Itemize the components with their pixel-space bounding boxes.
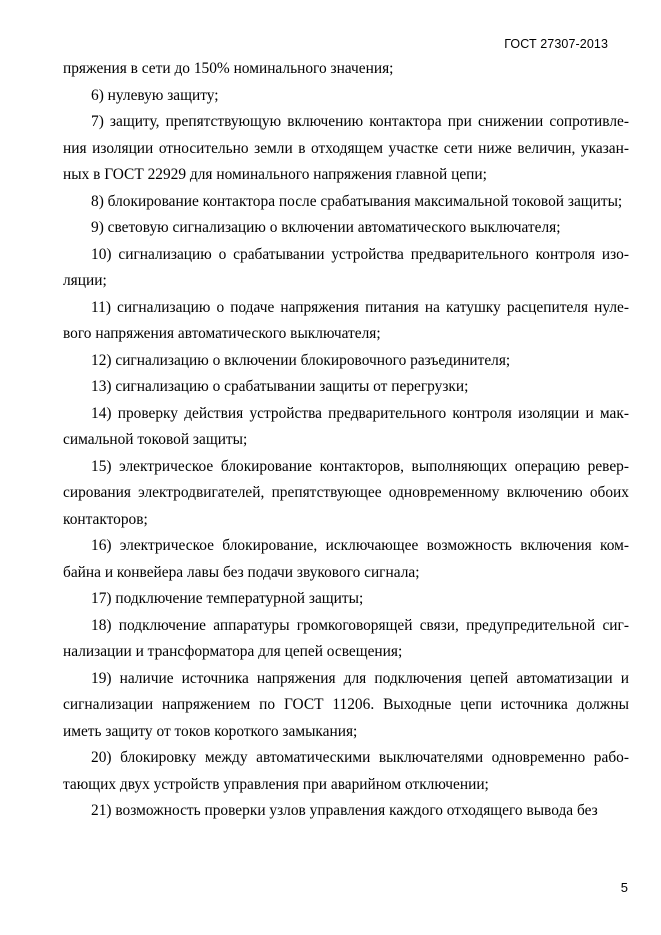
list-item-13: 13) сигнализацию о срабатывании защиты от перегрузки; xyxy=(91,378,469,395)
list-item-16: 16) электрическое блокирование, исключающее возможность включения комбайна и конвейера лавы без подачи звукового сигнала; xyxy=(63,537,629,581)
paragraph-continuation: пряжения в сети до 150% номинального значения; xyxy=(63,60,394,77)
document-body xyxy=(63,56,629,825)
list-item-19: 19) наличие источника напряжения для подключения цепей автоматизации и сигнализации напряжением по ГОСТ 11206. Выходные цепи источника должны иметь защиту от токов короткого замыкания; xyxy=(63,669,629,740)
list-item-18: 18) подключение аппаратуры громкоговорящей связи, предупредительной сигнализации и трансформатора для цепей освещения; xyxy=(63,616,629,660)
list-item-17: 17) подключение температурной защиты; xyxy=(91,590,364,607)
standard-code: ГОСТ 27307-2013 xyxy=(504,37,608,51)
list-item-8: 8) блокирование контактора после срабатывания максимальной токовой защиты; xyxy=(91,192,623,210)
list-item-20: 20) блокировку между автоматическими выключателями одновременно работающих двух устройств управления при аварийном отключении; xyxy=(63,749,629,793)
list-item-12: 12) сигнализацию о включении блокировочного разъединителя; xyxy=(91,351,511,369)
list-item-14: 14) проверку действия устройства предварительного контроля изоляции и максимальной токовой защиты; xyxy=(63,404,629,448)
list-item-7: 7) защиту, препятствующую включению контактора при снижении сопротивления изоляции относительно земли в отходящем участке сети ниже величин, указанных в ГОСТ 22929 для номинального напряжения главной цепи; xyxy=(63,113,629,183)
page-number xyxy=(621,880,628,895)
page-number-value: 5 xyxy=(620,880,628,895)
list-item-15: 15) электрическое блокирование контакторов, выполняющих операцию реверсирования электродвигателей, препятствующее одновременному включению обоих контакторов; xyxy=(63,457,629,528)
document-header xyxy=(504,37,608,51)
list-item-11: 11) сигнализацию о подаче напряжения питания на катушку расцепителя нулевого напряжения автоматического выключателя; xyxy=(63,298,629,342)
list-item-10: 10) сигнализацию о срабатывании устройства предварительного контроля изоляции; xyxy=(63,245,629,289)
list-item-21: 21) возможность проверки узлов управления каждого отходящего вывода без xyxy=(91,802,598,819)
list-item-6: 6) нулевую защиту; xyxy=(91,86,219,104)
list-item-9: 9) световую сигнализацию о включении автоматического выключателя; xyxy=(91,219,561,236)
